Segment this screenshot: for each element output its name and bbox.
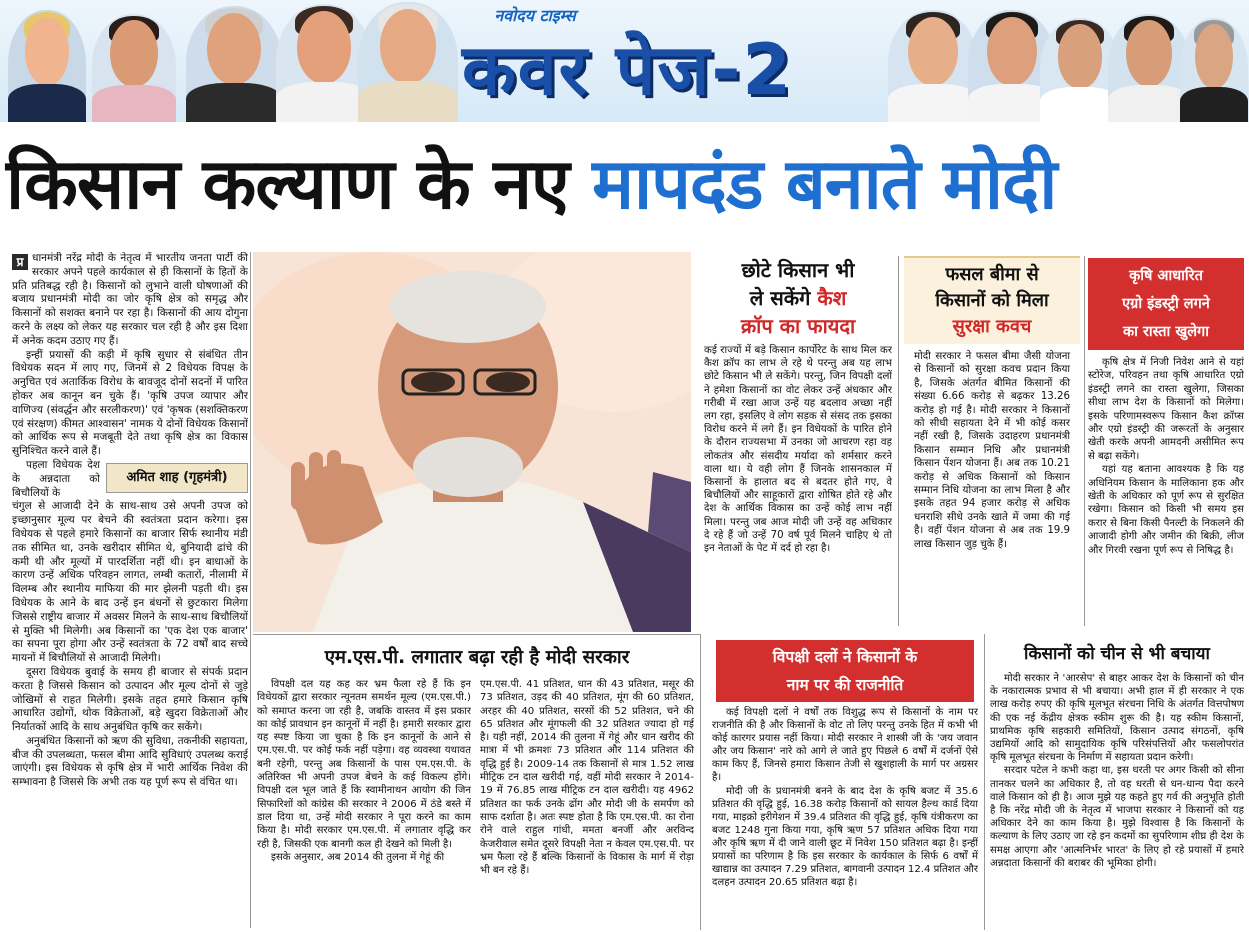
agro-industry-article: [1088, 258, 1244, 628]
headline-part-2: मापदंड बनाते मोदी: [592, 143, 1057, 225]
crop-insurance-title-3: सुरक्षा कवच: [952, 316, 1032, 337]
author-byline: अमित शाह (गृहमंत्री): [106, 463, 248, 493]
msp-column-2: [480, 678, 694, 930]
headline-part-1: किसान कल्याण के नए: [6, 143, 569, 225]
cash-crop-title-3: क्रॉप का फायदा: [740, 314, 856, 338]
portrait-image: [1108, 14, 1190, 122]
opposition-title-2: नाम पर की राजनीति: [786, 676, 904, 694]
portrait-image: [358, 2, 458, 122]
msp-paragraph-1: विपक्षी दल यह कह कर भ्रम फैला रहे हैं कि इन विधेयकों द्वारा सरकार न्यूनतम समर्थन मूल्य (एम.एस.पी.) को समाप्त करना जा रही है, जबकि वास्तव में इस प्रकार का कोई प्रावधान इन कानूनों में नहीं है। हमारी सरकार द्वारा यह स्पष्ट किया जा चुका है कि इन कानूनों के आने से एम.एस.पी. पर कोई फर्क नहीं पड़ेगा। वह व्यवस्था यथावत बनी रहेगी, परन्तु अब किसानों के पास एम.एस.पी. के अतिरिक्त भी अपनी उपज बेचने के कई विकल्प होंगे। विपक्षी दल भूल जाते हैं कि स्वामीनाथन आयोग की जिन सिफारिशों को कांग्रेस की सरकार ने 2006 में ठंडे बस्ते में डाल दिया था, उन्हें मोदी सरकार ने पूरा करने का काम किया है। मोदी सरकार एम.एस.पी. में लगातार वृद्धि कर रही है, जिसकी एक बानगी कल ही देखने को मिली है।: [257, 679, 471, 850]
page-title: कवर पेज-2: [462, 29, 794, 111]
cash-crop-title-1: छोटे किसान भी: [741, 258, 855, 282]
lead-paragraph-3b: चंगुल से आजादी देने के साथ-साथ उसे अपनी उपज को इच्छानुसार मूल्य पर बेचने की स्वतंत्रता प्रदान करेगा। इस विधेयक से पहले हमारे किसानों का बाजार सिर्फ स्थानीय मंडी तक सीमित था, उनके खरीदार सीमित थे, बुनियादी ढांचे की कमी थी और मूल्यों में पारदर्शिता नहीं थी। इन बाधाओं के कारण उन्हें अधिक परिवहन लागत, लम्बी कतारों, नीलामी में विलम्ब और स्थानीय माफिया की मार झेलनी पड़ती थी। इस विधेयक के आने के बाद उन्हें इन बंधनों से छुटकारा मिलेगा जिससे राष्ट्रीय बाजार में अवसर मिलने के साथ-साथ बिचौलियों से मुक्ति भी मिलेगी। अब किसानों का 'एक देश एक बाजार' का सपना पूरा होगा और उन्हें स्वतंत्रता के 72 वर्षों बाद सच्चे मायनों में बिचौलियों से आजादी मिलेगी।: [12, 500, 248, 665]
crop-insurance-article: [904, 256, 1080, 628]
column-divider: [898, 256, 899, 626]
lead-paragraph-3a: पहला विधेयक देश के अन्नदाता को बिचौलियों के: [12, 458, 100, 499]
crop-insurance-body: मोदी सरकार ने फसल बीमा जैसी योजना से किसानों को सुरक्षा कवच प्रदान किया है, जिसके अंतर्गत बीमित किसानों की संख्या 6.66 करोड़ से बढ़कर 13.26 करोड़ हो गई है। मोदी सरकार ने किसानों को सीधी सहायता देने में भी कोई कसर नहीं रखी है, जिसके उदाहरण प्रधानमंत्री किसान सम्मान निधि और प्रधानमंत्री किसान पेंशन योजना हैं। अब तक 10.21 करोड़ से अधिक किसानों को किसान सम्मान निधि योजना का लाभ मिला है और इसके तहत 94 हजार करोड़ से अधिक धनराशि सीधे उनके खाते में जमा की गई है। वहीं पेंशन योजना से अब तक 19.9 लाख किसान जुड़ चुके हैं।: [914, 351, 1070, 550]
portrait-image: [8, 10, 86, 122]
drop-cap: प्र: [12, 254, 28, 270]
portrait-image: [92, 14, 176, 122]
opposition-title-1: विपक्षी दलों ने किसानों के: [772, 648, 918, 666]
china-body: [990, 672, 1244, 930]
china-paragraph-1: मोदी सरकार ने 'आरसेप' से बाहर आकर देश के किसानों को चीन के नकारात्मक प्रभाव से भी बचाया। अभी हाल में ही सरकार ने एक लाख करोड़ रुपए की कृषि मूलभूत संरचना निधि के अंतर्गत वित्तपोषण की एक नई केंद्रीय क्षेत्रक स्कीम शुरू की है। यह स्कीम किसानों, प्राथमिक कृषि सहकारी समितियों, किसान उत्पाद संगठनों, कृषि उद्यमियों आदि को सामुदायिक कृषि परिसंपत्तियों और फसलोपरांत कृषि मूलभूत संरचना के निर्माण में सहायता प्रदान करेगी।: [990, 673, 1244, 764]
main-headline: [6, 134, 1244, 236]
opposition-paragraph-1: कई विपक्षी दलों ने वर्षों तक विशुद्ध रूप से किसानों के नाम पर राजनीति की है और किसानों के वोट तो लिए परन्तु उनके हित में कभी भी कोई कारगर प्रयास नहीं किया। मोदी सरकार ने शास्त्री जी के 'जय जवान और जय किसान' नारे को आगे ले जाते हुए पिछले 6 वर्षों में दर्जनों ऐसे काम किए हैं, जिनसे हमारा किसान तेजी से खुशहाली के मार्ग पर अग्रसर है।: [712, 707, 978, 784]
lead-paragraph-2: इन्हीं प्रयासों की कड़ी में कृषि सुधार से संबंधित तीन विधेयक सदन में लाए गए, जिनमें से 2 विधेयक विपक्ष के अनुचित एवं अतार्किक विरोध के बावजूद दोनों सदनों में पारित होकर अब कानून बन चुके हैं। 'कृषि उपज व्यापार और वाणिज्य (संवर्द्धन और सरलीकरण)' एवं 'कृषक (सशक्तिकरण एवं संरक्षण) कीमत आश्वासन' नामक ये दोनों विधेयक किसानों को आर्थिक रूप से मजबूती देते तथा कृषि क्षेत्र का विकास सुनिश्चित करने वाले हैं।: [12, 348, 248, 458]
cash-crop-title-2a: ले सकेंगे: [749, 286, 811, 310]
cash-crop-body: कई राज्यों में बड़े किसान कार्पोरेट के साथ मिल कर कैश क्रॉप का लाभ ले रहे थे परन्तु अब यह लाभ छोटे किसान भी ले सकेंगे। परन्तु, जिन विपक्षी दलों ने हमेशा किसानों का वोट लेकर उन्हें अंधकार और गरीबी में रखा आज उन्हें यह बदलाव अच्छा नहीं लग रहा, इसलिए वे लोग सड़क से संसद तक इसका विरोध करने में लगे हैं। इन विधेयकों के पारित होने के दौरान राज्यसभा में उनका जो आचरण रहा वह लोकतंत्र और संसदीय मर्यादा को शर्मसार करने वाला था। ये वही लोग हैं जिनके शासनकाल में किसानों के हालात बद से बदतर होते गए, वे बिचौलियों और साहूकारों द्वारा शोषित होते रहे और देश के आर्थिक विकास का उन्हें कोई लाभ नहीं मिला। परन्तु जब आज मोदी जी उन्हें वह अधिकार दे रहे हैं जो उन्हें 70 वर्ष पूर्व मिलने चाहिए थे तो इन नेताओं के पेट में दर्द हो रहा है।: [704, 345, 892, 555]
portrait-image: [888, 10, 978, 122]
cash-crop-article: [704, 256, 892, 628]
agro-industry-title-2: एग्रो इंडस्ट्री लगने: [1122, 296, 1210, 312]
masthead-banner: [0, 0, 1249, 122]
crop-insurance-title-2: किसानों को मिला: [935, 290, 1049, 311]
china-title: किसानों को चीन से भी बचाया: [1024, 644, 1210, 664]
speaker-photo-illustration: [253, 252, 691, 632]
msp-column-1: [257, 678, 471, 930]
agro-industry-body: [1088, 356, 1244, 557]
msp-title: एम.एस.पी. लगातार बढ़ा रही है मोदी सरकार: [324, 647, 630, 668]
china-paragraph-2: सरदार पटेल ने कभी कहा था, इस धरती पर अगर किसी को सीना तानकर चलने का अधिकार है, तो वह धरती से धन-धान्य पैदा करने वाले किसान को ही है। आज मुझे यह कहते हुए गर्व की अनुभूति होती है कि नरेंद्र मोदी जी के नेतृत्व में भाजपा सरकार ने किसानों को यह अधिकार देने का काम किया है। मुझे विश्वास है कि किसानों के कल्याण के लिए उठाए जा रहे इन कदमों का सुपरिणाम शीघ्र ही देश के समक्ष आएगा और 'आत्मनिर्भर भारत' के लिए हो रहे प्रयासों में हमारे अन्नदाता किसानों की बराबर की भूमिका होगी।: [990, 765, 1244, 869]
portrait-image: [1180, 18, 1248, 122]
lead-paragraph-1: धानमंत्री नरेंद्र मोदी के नेतृत्व में भारतीय जनता पार्टी की सरकार अपने पहले कार्यकाल से ही किसानों के हितों के प्रति प्रतिबद्ध रही है। किसानों को लुभाने वाली घोषणाओं की बजाय प्रधानमंत्री मोदी का जोर कृषि क्षेत्र को समृद्ध और किसानों को सशक्त बनाने पर रहा है। किसानों की आय दोगुना करने के लक्ष्य को लेकर यह सरकार चल रही है और इस दिशा में अनेक कदम उठाए गए हैं।: [12, 252, 248, 347]
crop-insurance-title-1: फसल बीमा से: [945, 264, 1039, 285]
column-divider: [700, 634, 701, 930]
opposition-title-box: [716, 640, 974, 702]
agro-industry-title-3: का रास्ता खुलेगा: [1123, 324, 1209, 340]
lead-article: [12, 252, 248, 928]
opposition-paragraph-2: मोदी जी के प्रधानमंत्री बनने के बाद देश के कृषि बजट में 35.6 प्रतिशत की वृद्धि हुई, 16.38 करोड़ किसानों को सायल हैल्थ कार्ड दिया गया, माइक्रो इरीगेशन में 39.4 प्रतिशत की वृद्धि हुई, कृषि यंत्रीकरण का बजट 1248 गुना किया गया, कृषि ऋण 57 प्रतिशत अधिक दिया गया और कृषि ऋण में दी जाने वाली छूट में निवेश 150 प्रतिशत बढ़ा है। इन्हीं प्रयासों का परिणाम है कि इस सरकार के कार्यकाल के सिर्फ 6 वर्षों में खाद्यान्न का उत्पादन 7.29 प्रतिशत, बागवानी उत्पादन 12.4 प्रतिशत और दलहन उत्पादन 20.65 प्रतिशत बढ़ा है।: [712, 785, 978, 889]
agro-industry-paragraph-2: यहां यह बताना आवश्यक है कि यह अधिनियम किसान के मालिकाना हक और खेती के अधिकार को पूर्ण रूप से सुरक्षित रखेगा। किसान को किसी भी समय इस करार से बिना किसी पैनल्टी के निकलने की आजादी होगी और जमीन की बिक्री, लीज और गिरवी रखना पूर्ण रूप से निषिद्ध है।: [1088, 464, 1244, 556]
column-divider: [250, 252, 251, 928]
cash-crop-title-2b: कैश: [817, 286, 847, 310]
lead-paragraph-4: दूसरा विधेयक बुवाई के समय ही बाजार से संपर्क प्रदान करता है जिससे किसान को उत्पादन और मूल्य दोनों से जुड़े जोखिमों से राहत मिलेगी। इसके तहत हमारे किसान कृषि आधारित उद्योगों, थोक विक्रेताओं, बड़े खुदरा विक्रेताओं और निर्यातकों आदि के साथ अनुबंधित कृषि कर सकेंगे।: [12, 665, 248, 734]
msp-paragraph-2: इसके अनुसार, अब 2014 की तुलना में गेहूं की: [271, 851, 445, 863]
opposition-body: [712, 706, 978, 930]
column-divider: [1084, 256, 1085, 626]
newspaper-brand: नवोदय टाइम्स: [494, 6, 576, 25]
cash-crop-title-2: [704, 284, 892, 312]
column-divider: [984, 634, 985, 930]
photo-portrait: [253, 252, 691, 632]
msp-paragraph-3: एम.एस.पी. 41 प्रतिशत, धान की 43 प्रतिशत, मसूर की 73 प्रतिशत, उड़द की 40 प्रतिशत, मूंग की 60 प्रतिशत, अरहर की 40 प्रतिशत, सरसों की 52 प्रतिशत, चने की 65 प्रतिशत और मूंगफली की 32 प्रतिशत ज्यादा हो गई है। यही नहीं, 2014 की तुलना में गेहूं और धान खरीद की मात्रा में भी क्रमशः 73 प्रतिशत और 114 प्रतिशत की वृद्धि हुई है। 2009-14 तक किसानों से मात्र 1.52 लाख मीट्रिक टन दाल खरीदी गई, वहीं मोदी सरकार ने 2014-19 में 76.85 लाख मीट्रिक टन दाल खरीदी। यह 4962 प्रतिशत का फर्क उनके ढोंग और मोदी जी के समर्पण को साफ दर्शाता है। अतः स्पष्ट होता है कि एम.एस.पी. का रोना रोने वाले राहुल गांधी, ममता बनर्जी और अरविन्द केजरीवाल समेत दूसरे विपक्षी नेता न केवल एम.एस.पी. पर भ्रम फैला रहे हैं बल्कि किसानों के विकास के मार्ग में रोड़ा भी बन रहे हैं।: [480, 679, 694, 877]
lead-paragraph-5: अनुबंधित किसानों को ऋण की सुविधा, तकनीकी सहायता, बीज की उपलब्धता, फसल बीमा आदि सुविधाएं उपलब्ध कराई जाएंगी। इस विधेयक से कृषि क्षेत्र में भारी आर्थिक निवेश की सम्भावना है जिससे कि अभी तक यह पूर्ण रूप से वंचित था।: [12, 734, 248, 789]
agro-industry-title-1: कृषि आधारित: [1129, 268, 1203, 284]
section-divider: [253, 634, 701, 635]
agro-industry-paragraph-1: कृषि क्षेत्र में निजी निवेश आने से यहां स्टोरेज, परिवहन तथा कृषि आधारित एग्रो इंडस्ट्री लगने का रास्ता खुलेगा, जिसका सीधा लाभ देश के किसानों को मिलेगा। इसके परिणामस्वरूप किसान कैश क्रॉप्स और एग्रो इंडस्ट्री की जरूरतों के अनुसार खेती करके अपनी आमदनी असीमित रूप से बढ़ा सकेंगे।: [1088, 357, 1244, 462]
agro-industry-title-box: [1088, 258, 1244, 350]
portrait-image: [186, 6, 282, 122]
